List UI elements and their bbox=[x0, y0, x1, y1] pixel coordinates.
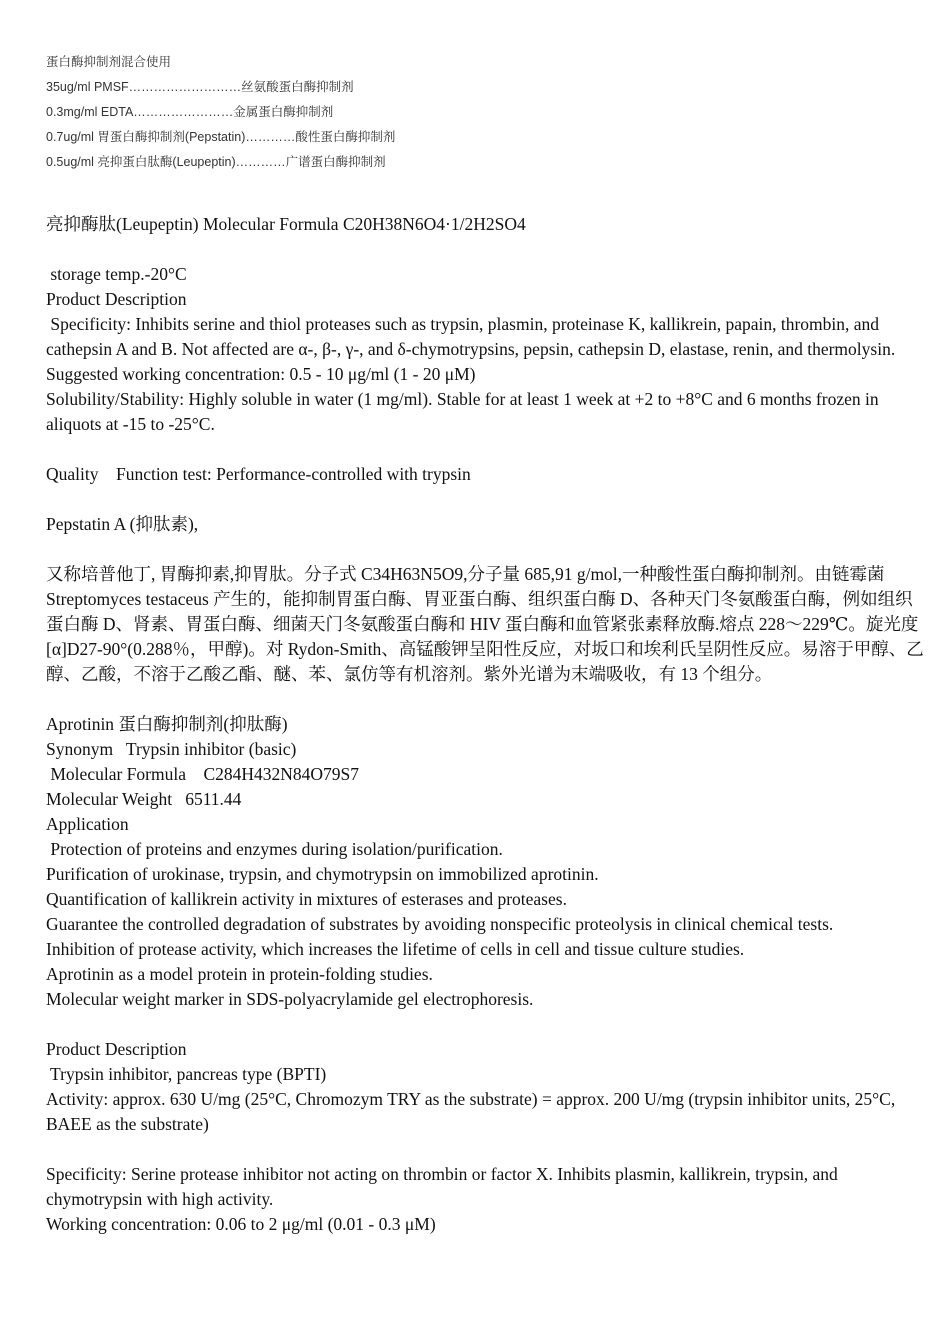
application-item: Quantification of kallikrein activity in mixtures of esterases and proteases. bbox=[46, 889, 567, 909]
pepstatin-heading: Pepstatin A (抑肽素), bbox=[46, 514, 199, 534]
application-item: Inhibition of protease activity, which increases the lifetime of cells in cell and tissue culture studies. bbox=[46, 939, 745, 959]
aprotinin-formula: Molecular Formula C284H432N84O79S7 bbox=[46, 764, 360, 784]
mix-section bbox=[46, 50, 930, 175]
mix-line: 35ug/ml PMSF………………………丝氨酸蛋白酶抑制剂 bbox=[46, 80, 354, 94]
aprotinin-application: Application bbox=[46, 814, 129, 834]
pepstatin-section bbox=[46, 512, 930, 687]
pepstatin-body: 又称培普他丁, 胃酶抑素,抑胃肽。分子式 C34H63N5O9,分子量 685,91 g/mol,一种酸性蛋白酶抑制剂。由链霉菌 Streptomyces testaceus 产生的，能抑制胃蛋白酶、胃亚蛋白酶、组织蛋白酶 D、各种天门冬氨酸蛋白酶，例如组织蛋白酶 D、肾素、胃蛋白酶、细菌天门冬氨酸蛋白酶和 HIV 蛋白酶和血管紧张素释放酶.熔点 228～229℃。旋光度[α]D27-90°(0.288％，甲醇)。对 Rydon-Smith、高锰酸钾呈阳性反应，对坂口和埃利氏呈阴性反应。易溶于甲醇、乙醇、乙酸，不溶于乙酸乙酯、醚、苯、氯仿等有机溶剂。紫外光谱为末端吸收，有 13 个组分。 bbox=[46, 564, 924, 684]
aprotinin-specificity: Specificity: Serine protease inhibitor not acting on thrombin or factor X. Inhibits plasmin, kallikrein, trypsin, and chymotrypsin with high activity. bbox=[46, 1164, 838, 1209]
aprotinin-heading: Aprotinin 蛋白酶抑制剂(抑肽酶) bbox=[46, 714, 288, 734]
application-item: Molecular weight marker in SDS-polyacrylamide gel electrophoresis. bbox=[46, 989, 534, 1009]
mix-line: 0.3mg/ml EDTA……………………金属蛋白酶抑制剂 bbox=[46, 105, 334, 119]
mix-line: 0.5ug/ml 亮抑蛋白肽酶(Leupeptin)…………广谱蛋白酶抑制剂 bbox=[46, 155, 386, 169]
mix-line: 0.7ug/ml 胃蛋白酶抑制剂(Pepstatin)…………酸性蛋白酶抑制剂 bbox=[46, 130, 396, 144]
leupeptin-product-description: Product Description bbox=[46, 289, 187, 309]
document-page bbox=[46, 50, 930, 1237]
aprotinin-synonym: Synonym Trypsin inhibitor (basic) bbox=[46, 739, 297, 759]
mix-title: 蛋白酶抑制剂混合使用 bbox=[46, 55, 172, 69]
leupeptin-solubility: Solubility/Stability: Highly soluble in water (1 mg/ml). Stable for at least 1 week at +2 to +8°C and 6 months frozen in aliquots at -15 to -25°C. bbox=[46, 389, 879, 434]
application-item: Guarantee the controlled degradation of substrates by avoiding nonspecific proteolysis in clinical chemical tests. bbox=[46, 914, 834, 934]
aprotinin-concentration: Working concentration: 0.06 to 2 μg/ml (0.01 - 0.3 μM) bbox=[46, 1214, 436, 1234]
aprotinin-activity: Activity: approx. 630 U/mg (25°C, Chromozym TRY as the substrate) = approx. 200 U/mg (trypsin inhibitor units, 25°C, BAEE as the substrate) bbox=[46, 1089, 896, 1134]
application-item: Aprotinin as a model protein in protein-folding studies. bbox=[46, 964, 433, 984]
aprotinin-section bbox=[46, 712, 930, 1237]
application-item: Purification of urokinase, trypsin, and chymotrypsin on immobilized aprotinin. bbox=[46, 864, 599, 884]
leupeptin-heading: 亮抑酶肽(Leupeptin) Molecular Formula C20H38N6O4·1/2H2SO4 bbox=[46, 214, 526, 234]
aprotinin-type: Trypsin inhibitor, pancreas type (BPTI) bbox=[46, 1064, 327, 1084]
aprotinin-weight: Molecular Weight 6511.44 bbox=[46, 789, 242, 809]
leupeptin-concentration: Suggested working concentration: 0.5 - 10 μg/ml (1 - 20 μM) bbox=[46, 364, 476, 384]
leupeptin-section bbox=[46, 212, 930, 487]
aprotinin-product-description: Product Description bbox=[46, 1039, 187, 1059]
application-item: Protection of proteins and enzymes during isolation/purification. bbox=[46, 839, 503, 859]
leupeptin-storage: storage temp.-20°C bbox=[46, 264, 187, 284]
leupeptin-specificity: Specificity: Inhibits serine and thiol proteases such as trypsin, plasmin, proteinase K, kallikrein, papain, thrombin, and cathepsin A and B. Not affected are α-, β-, γ-, and δ-chymotrypsins, pepsin, cathepsin D, elastase, renin, and thermolysin. bbox=[46, 314, 896, 359]
leupeptin-quality: Quality Function test: Performance-controlled with trypsin bbox=[46, 464, 471, 484]
